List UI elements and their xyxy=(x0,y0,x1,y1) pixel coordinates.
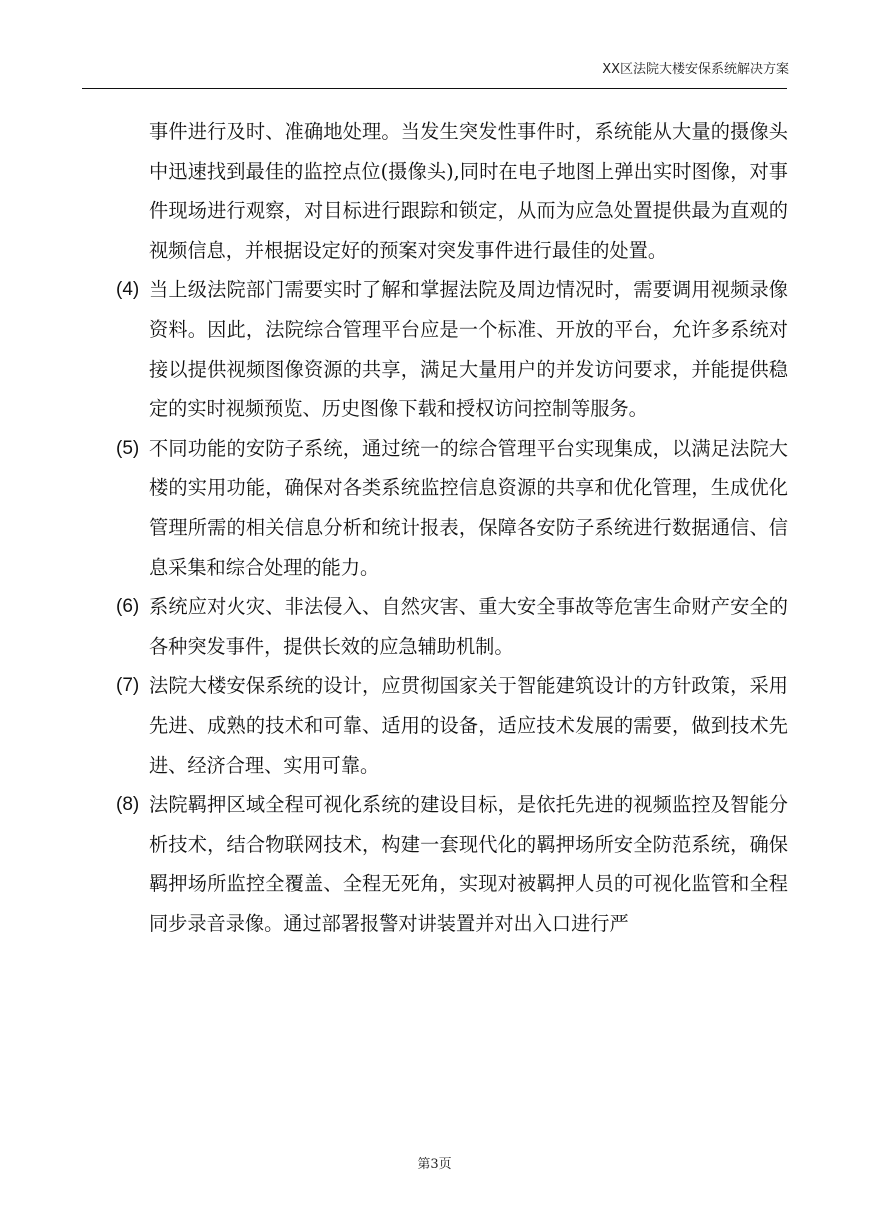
paragraph-text: 事件进行及时、准确地处理。当发生突发性事件时，系统能从大量的摄像头中迅速找到最佳的监控点位(摄像头),同时在电子地图上弹出实时图像，对事件现场进行观察，对目标进行跟踪和锁定，从而为应急处置提供最为直观的视频信息，并根据设定好的预案对突发事件进行最佳的处置。 xyxy=(149,120,788,262)
paragraph-number: (6) xyxy=(116,596,140,618)
paragraph-item-5 xyxy=(116,429,788,587)
paragraph-item-4 xyxy=(116,270,788,428)
paragraph-text: 不同功能的安防子系统，通过统一的综合管理平台实现集成，以满足法院大楼的实用功能，确保对各类系统监控信息资源的共享和优化管理，生成优化管理所需的相关信息分析和统计报表，保障各安防子系统进行数据通信、信息采集和综合处理的能力。 xyxy=(149,436,788,579)
page-number: 第3页 xyxy=(417,1157,452,1172)
paragraph-text: 当上级法院部门需要实时了解和掌握法院及周边情况时，需要调用视频录像资料。因此，法院综合管理平台应是一个标准、开放的平台，允许多系统对接以提供视频图像资源的共享，满足大量用户的并发访问要求，并能提供稳定的实时视频预览、历史图像下载和授权访问控制等服务。 xyxy=(149,278,788,421)
document-body xyxy=(116,112,788,943)
header-divider xyxy=(82,88,787,89)
paragraph-item-7 xyxy=(116,666,788,785)
paragraph-text: 系统应对火灾、非法侵入、自然灾害、重大安全事故等危害生命财产安全的各种突发事件，提供长效的应急辅助机制。 xyxy=(149,595,788,658)
paragraph-text: 法院大楼安保系统的设计，应贯彻国家关于智能建筑设计的方针政策，采用先进、成熟的技术和可靠、适用的设备，适应技术发展的需要，做到技术先进、经济合理、实用可靠。 xyxy=(149,674,788,777)
paragraph-text: 法院羁押区域全程可视化系统的建设目标，是依托先进的视频监控及智能分析技术，结合物联网技术，构建一套现代化的羁押场所安全防范系统，确保羁押场所监控全覆盖、全程无死角，实现对被羁押人员的可视化监管和全程同步录音录像。通过部署报警对讲装置并对出入口进行严 xyxy=(149,793,788,935)
paragraph-item-6 xyxy=(116,587,788,666)
page-header-title: XX区法院大楼安保系统解决方案 xyxy=(602,62,789,77)
paragraph-number: (8) xyxy=(116,794,140,816)
paragraph-number: (7) xyxy=(116,675,140,697)
paragraph-number: (4) xyxy=(116,279,140,301)
paragraph-continuation xyxy=(116,112,788,270)
paragraph-item-8 xyxy=(116,785,788,943)
paragraph-number: (5) xyxy=(116,437,140,459)
